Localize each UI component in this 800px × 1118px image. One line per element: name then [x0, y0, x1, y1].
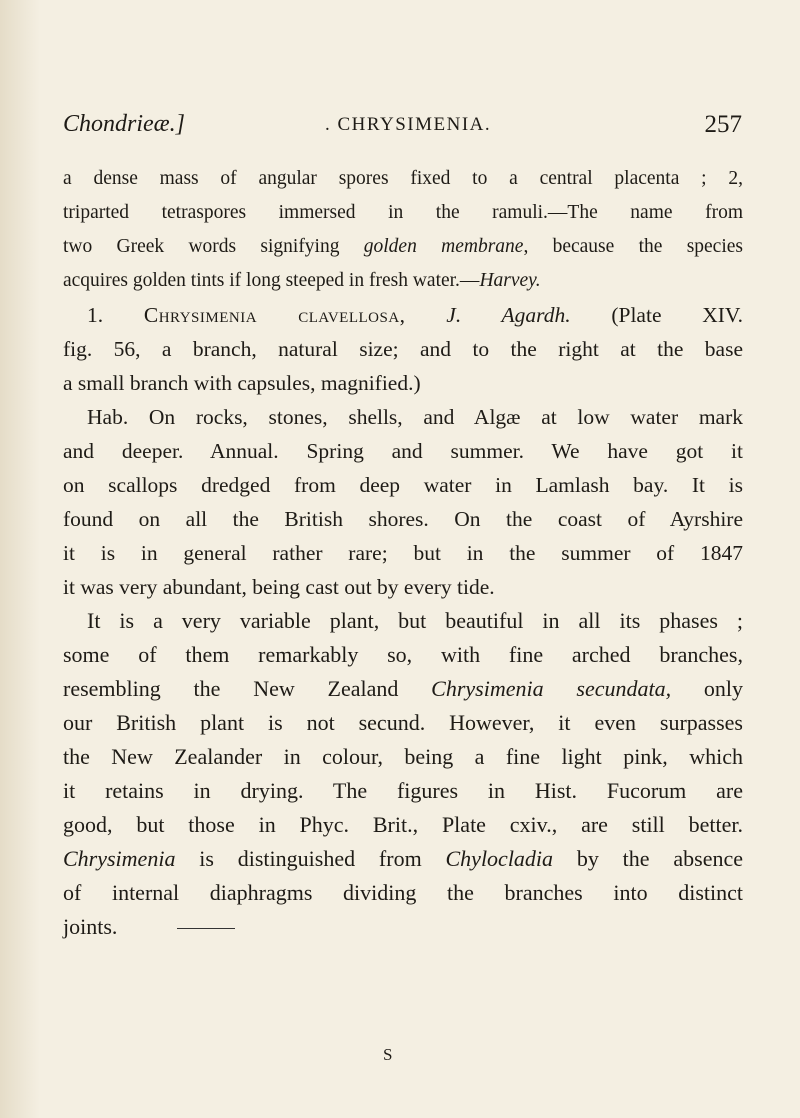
- author-citation: Harvey.: [479, 270, 541, 291]
- text-line: it is in general rather rare; but in the summer of 1847: [63, 541, 743, 565]
- species-authority: J. Agardh.: [405, 303, 571, 327]
- text-line: it retains in drying. The figures in Hist. Fucorum are: [63, 778, 743, 803]
- species-name: Chrysimenia secundata,: [431, 676, 672, 701]
- text-line: our British plant is not secund. However, it even surpasses: [63, 710, 743, 735]
- text-line: found on all the British shores. On the coast of Ayrshire: [63, 507, 743, 531]
- text-line: joints.: [63, 910, 743, 944]
- text-line: and deeper. Annual. Spring and summer. We have got it: [63, 439, 743, 463]
- text-line: good, but those in Phyc. Brit., Plate cxiv., are still better.: [63, 812, 743, 837]
- text-line: resembling the New Zealand Chrysimenia secundata, only: [63, 676, 743, 701]
- text-line: of internal diaphragms dividing the branches into distinct: [63, 880, 743, 905]
- text-line: a dense mass of angular spores fixed to a central placenta ; 2,: [63, 168, 743, 189]
- text-line: It is a very variable plant, but beautiful in all its phases ;: [87, 608, 743, 633]
- emphasis: golden membrane: [363, 236, 524, 257]
- genus-name: Chylocladia: [445, 846, 554, 871]
- genus-name: Chrysimenia: [63, 846, 176, 871]
- page-number: 257: [704, 111, 742, 138]
- text-line: on scallops dredged from deep water in Lamlash bay. It is: [63, 473, 743, 497]
- section-title: Chondrieæ.]: [63, 111, 186, 137]
- text-line: acquires golden tints if long steeped in fresh water.—Harvey.: [63, 270, 541, 291]
- text-line: a small branch with capsules, magnified.): [63, 371, 421, 395]
- text-line: Hab. On rocks, stones, shells, and Algæ at low water mark: [87, 405, 743, 429]
- text-line: two Greek words signifying golden membrane, because the species: [63, 236, 743, 257]
- text-line: fig. 56, a branch, natural size; and to the right at the base: [63, 337, 743, 361]
- text-line: some of them remarkably so, with fine arched branches,: [63, 642, 743, 667]
- species-name: Chrysimenia clavellosa,: [143, 303, 406, 327]
- running-header: [63, 111, 742, 145]
- text-line: the New Zealander in colour, being a fine light pink, which: [63, 744, 743, 769]
- section-rule: [177, 928, 235, 929]
- signature-mark: S: [383, 1045, 393, 1064]
- text-line: it was very abundant, being cast out by every tide.: [63, 575, 495, 599]
- chapter-title: . CHRYSIMENIA.: [325, 114, 492, 135]
- species-heading: 1. Chrysimenia clavellosa, J. Agardh. (Plate XIV.: [87, 303, 744, 327]
- body-text: [63, 162, 743, 944]
- text-line: Chrysimenia is distinguished from Chylocladia by the absence: [63, 846, 743, 871]
- text-line: triparted tetraspores immersed in the ramuli.—The name from: [63, 202, 743, 223]
